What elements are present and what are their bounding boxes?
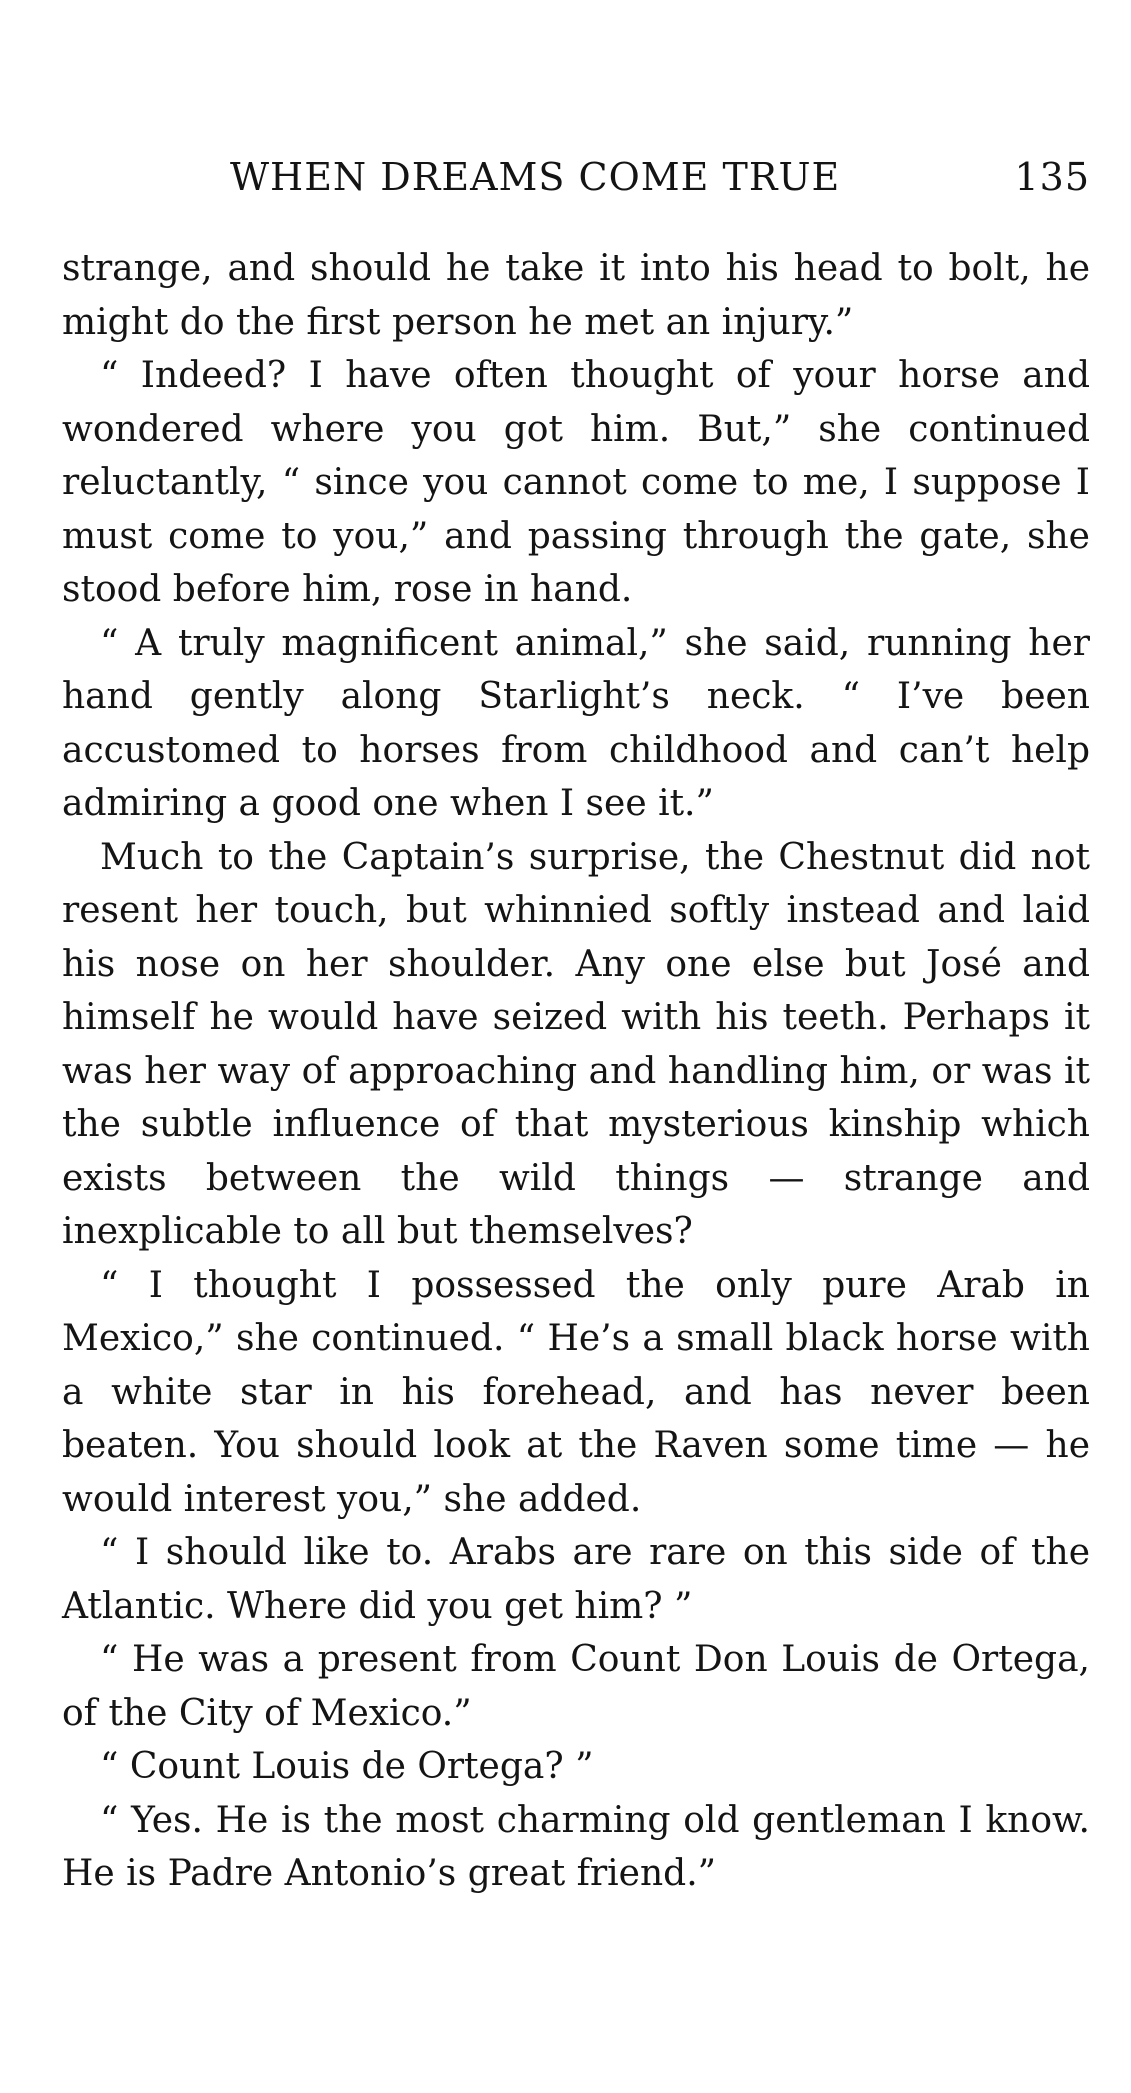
paragraph: “ A truly magnificent animal,” she said, running her hand gently along Starlight’s neck. “ I’ve been accustomed to horses from childhood and can’t help admiring a good one when I see it.”	[62, 622, 1090, 824]
paragraph: “ I thought I possessed the only pure Arab in Mexico,” she continued. “ He’s a small black horse with a white star in his forehead, and has never been beaten. You should look at the Raven some time — he would interest you,” she added.	[62, 1264, 1090, 1520]
body-text	[62, 242, 1090, 1901]
paragraph: Much to the Captain’s surprise, the Chestnut did not resent her touch, but whinnied softly instead and laid his nose on her shoulder. Any one else but José and himself he would have seized with his teeth. Perhaps it was her way of approaching and handling him, or was it the subtle influence of that mysterious kinship which exists between the wild things — strange and inexplicable to all but themselves?	[62, 836, 1090, 1252]
running-head	[62, 155, 1090, 211]
paragraph-continued: strange, and should he take it into his head to bolt, he might do the first person he met an injury.”	[62, 248, 1090, 343]
paragraph: “ Count Louis de Ortega? ”	[100, 1746, 594, 1787]
page-number: 135	[1014, 155, 1090, 199]
paragraph: “ Indeed? I have often thought of your horse and wondered where you got him. But,” she continued reluctantly, “ since you cannot come to me, I suppose I must come to you,” and passing through the gate, she stood before him, rose in hand.	[62, 355, 1090, 610]
paragraph: “ I should like to. Arabs are rare on this side of the Atlantic. Where did you get him? ”	[62, 1532, 1090, 1627]
paragraph: “ He was a present from Count Don Louis de Ortega, of the City of Mexico.”	[62, 1639, 1090, 1734]
paragraph: “ Yes. He is the most charming old gentleman I know. He is Padre Antonio’s great friend.”	[62, 1799, 1090, 1894]
running-head-title: WHEN DREAMS COME TRUE	[230, 155, 841, 199]
